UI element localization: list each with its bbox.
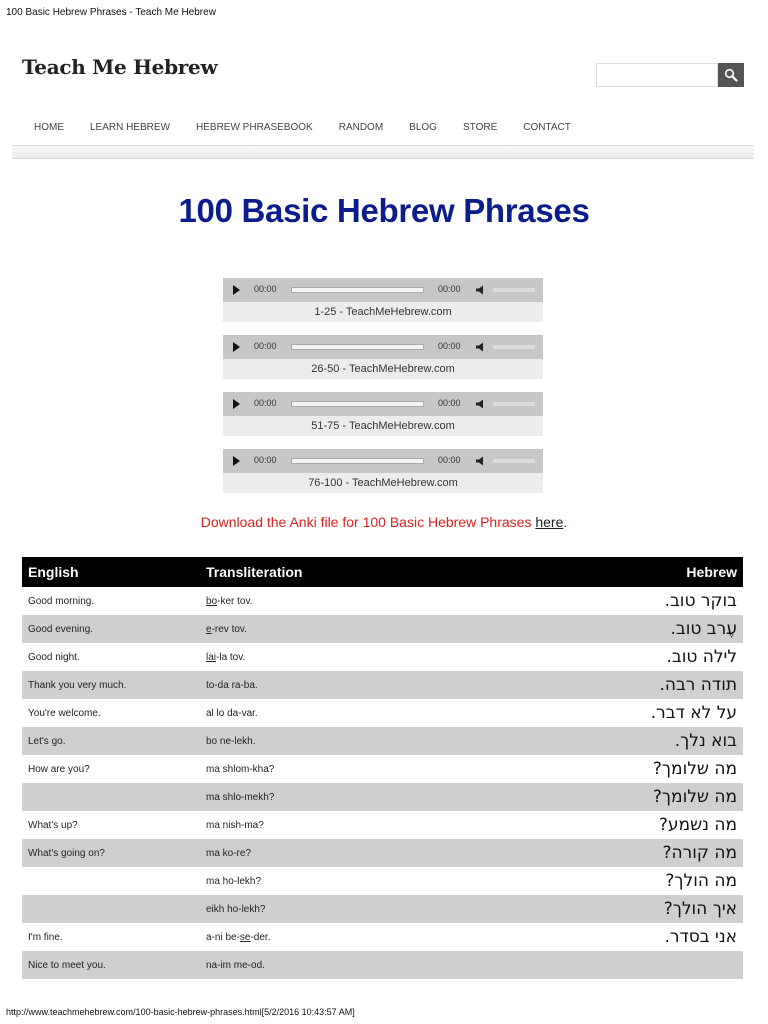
- cell-transliteration: [200, 643, 460, 671]
- cell-transliteration: [200, 895, 460, 923]
- audio-controls: [223, 278, 543, 302]
- table-row: [22, 839, 743, 867]
- play-icon[interactable]: [233, 342, 240, 352]
- translit-text: ma ko-re?: [206, 847, 252, 859]
- audio-title: 1-25 - TeachMeHebrew.com: [223, 302, 543, 322]
- cell-hebrew: תודה רבה.: [460, 671, 743, 699]
- cell-transliteration: [200, 615, 460, 643]
- cell-english: [22, 783, 200, 811]
- table-row: [22, 671, 743, 699]
- audio-player-3: [223, 392, 543, 436]
- cell-hebrew: מה שלומך?: [652, 759, 737, 779]
- cell-english: [22, 867, 200, 895]
- audio-controls: [223, 449, 543, 473]
- cell-transliteration: [200, 839, 460, 867]
- anki-download-link[interactable]: here: [535, 514, 564, 530]
- translit-text: -la tov.: [216, 651, 246, 663]
- translit-text: ma shlom-kha?: [206, 763, 275, 775]
- cell-hebrew: לילה טוב.: [666, 647, 737, 667]
- cell-transliteration: [200, 867, 460, 895]
- nav-store[interactable]: STORE: [462, 122, 498, 133]
- translit-text: to-da ra-ba.: [206, 679, 258, 691]
- volume-icon[interactable]: [476, 399, 486, 409]
- volume-slider[interactable]: [493, 402, 535, 406]
- anki-download-text: [0, 514, 768, 530]
- cell-hebrew: על לא דבר.: [650, 703, 737, 723]
- nav-learn-hebrew[interactable]: LEARN HEBREW: [90, 122, 171, 133]
- search-button[interactable]: [718, 63, 744, 87]
- translit-text: ma ho-lekh?: [206, 875, 262, 887]
- phrase-table: [22, 557, 743, 979]
- nav-divider-bar: [12, 145, 754, 159]
- audio-controls: [223, 392, 543, 416]
- cell-hebrew: איך הולך?: [460, 895, 743, 923]
- table-row: [22, 867, 743, 895]
- play-icon[interactable]: [233, 399, 240, 409]
- table-row: [22, 811, 743, 839]
- header-transliteration: Transliteration: [200, 557, 460, 587]
- cell-english: What's up?: [28, 819, 78, 831]
- nav-home[interactable]: HOME: [34, 122, 64, 133]
- anki-text-end: .: [563, 514, 568, 530]
- table-row: [22, 783, 743, 811]
- cell-transliteration: [200, 951, 460, 979]
- translit-stressed-syllable: bo: [206, 595, 218, 607]
- cell-english: Good morning.: [28, 595, 95, 607]
- table-row: [22, 643, 743, 671]
- translit-stressed-syllable: e: [206, 623, 212, 635]
- nav-random[interactable]: RANDOM: [338, 122, 384, 133]
- cell-english: Thank you very much.: [22, 671, 200, 699]
- audio-controls: [223, 335, 543, 359]
- table-row: [22, 951, 743, 979]
- cell-hebrew: אני בסדר.: [664, 927, 737, 947]
- play-icon[interactable]: [233, 285, 240, 295]
- translit-text: ma shlo-mekh?: [206, 791, 275, 803]
- audio-title: 76-100 - TeachMeHebrew.com: [223, 473, 543, 493]
- cell-english: How are you?: [28, 763, 90, 775]
- browser-footer-url: http://www.teachmehebrew.com/100-basic-hebrew-phrases.html[5/2/2016 10:43:57 AM]: [6, 1007, 355, 1017]
- volume-slider[interactable]: [493, 345, 535, 349]
- duration: 00:00: [438, 398, 461, 408]
- volume-icon[interactable]: [476, 456, 486, 466]
- cell-transliteration: [200, 699, 460, 727]
- cell-hebrew: עֶרב טוב.: [460, 615, 743, 643]
- cell-hebrew: מה הולך?: [665, 871, 737, 891]
- table-header-row: [22, 557, 743, 587]
- seek-bar[interactable]: [291, 401, 424, 407]
- cell-english: Good night.: [28, 651, 80, 663]
- nav-hebrew-phrasebook[interactable]: HEBREW PHRASEBOOK: [196, 122, 313, 133]
- audio-player-4: [223, 449, 543, 493]
- current-time: 00:00: [254, 455, 277, 465]
- table-row: [22, 923, 743, 951]
- translit-text: al lo da-var.: [206, 707, 258, 719]
- cell-english: Good evening.: [22, 615, 200, 643]
- cell-hebrew: מה שלומך?: [460, 783, 743, 811]
- translit-text: -der.: [250, 931, 271, 943]
- browser-page-title: 100 Basic Hebrew Phrases - Teach Me Hebrew: [6, 7, 216, 18]
- cell-transliteration: [200, 923, 460, 951]
- nav-contact[interactable]: CONTACT: [523, 122, 571, 133]
- translit-text: ma nish-ma?: [206, 819, 264, 831]
- audio-player-1: [223, 278, 543, 322]
- cell-transliteration: [200, 783, 460, 811]
- audio-title: 26-50 - TeachMeHebrew.com: [223, 359, 543, 379]
- cell-transliteration: [200, 727, 460, 755]
- table-row: [22, 699, 743, 727]
- cell-english: Nice to meet you.: [22, 951, 200, 979]
- header-hebrew: Hebrew: [460, 557, 743, 587]
- cell-english: What's going on?: [22, 839, 200, 867]
- seek-bar[interactable]: [291, 458, 424, 464]
- audio-player-2: [223, 335, 543, 379]
- translit-text: bo ne-lekh.: [206, 735, 256, 747]
- cell-english: I'm fine.: [28, 931, 63, 943]
- translit-text: na-im me-od.: [206, 959, 265, 971]
- translit-text: -ker tov.: [217, 595, 253, 607]
- table-row: [22, 615, 743, 643]
- cell-transliteration: [200, 811, 460, 839]
- seek-bar[interactable]: [291, 344, 424, 350]
- cell-transliteration: [200, 671, 460, 699]
- seek-bar[interactable]: [291, 287, 424, 293]
- play-icon[interactable]: [233, 456, 240, 466]
- cell-hebrew: בוא נלך.: [460, 727, 743, 755]
- translit-stressed-syllable: se: [239, 931, 251, 943]
- cell-transliteration: [200, 755, 460, 783]
- search-input[interactable]: [596, 63, 718, 87]
- translit-stressed-syllable: lai: [206, 651, 217, 663]
- nav-blog[interactable]: BLOG: [409, 122, 437, 133]
- table-row: [22, 755, 743, 783]
- anki-text: Download the Anki file for 100 Basic Hebrew Phrases: [200, 514, 536, 530]
- duration: 00:00: [438, 284, 461, 294]
- volume-icon[interactable]: [476, 285, 486, 295]
- cell-transliteration: [200, 587, 460, 615]
- main-nav: [22, 122, 597, 133]
- table-row: [22, 727, 743, 755]
- volume-icon[interactable]: [476, 342, 486, 352]
- current-time: 00:00: [254, 284, 277, 294]
- translit-text: -rev tov.: [211, 623, 247, 635]
- current-time: 00:00: [254, 398, 277, 408]
- cell-hebrew: מה נשמע?: [658, 815, 737, 835]
- table-row: [22, 895, 743, 923]
- search-form: [596, 63, 744, 87]
- cell-english: You're welcome.: [28, 707, 101, 719]
- volume-slider[interactable]: [493, 459, 535, 463]
- cell-hebrew: מה קורה?: [460, 839, 743, 867]
- cell-hebrew: [460, 951, 743, 979]
- page-title: 100 Basic Hebrew Phrases: [178, 192, 590, 229]
- cell-english: [22, 895, 200, 923]
- duration: 00:00: [438, 455, 461, 465]
- volume-slider[interactable]: [493, 288, 535, 292]
- phrase-table-body: [22, 587, 743, 979]
- magnifier-icon: [724, 68, 738, 82]
- translit-text: a-ni be-: [206, 931, 240, 943]
- current-time: 00:00: [254, 341, 277, 351]
- cell-english: Let's go.: [22, 727, 200, 755]
- duration: 00:00: [438, 341, 461, 351]
- site-logo[interactable]: Teach Me Hebrew: [22, 55, 218, 79]
- audio-title: 51-75 - TeachMeHebrew.com: [223, 416, 543, 436]
- table-row: [22, 587, 743, 615]
- translit-text: eikh ho-lekh?: [206, 903, 266, 915]
- cell-hebrew: בוקר טוב.: [664, 591, 737, 611]
- header-english: English: [22, 557, 200, 587]
